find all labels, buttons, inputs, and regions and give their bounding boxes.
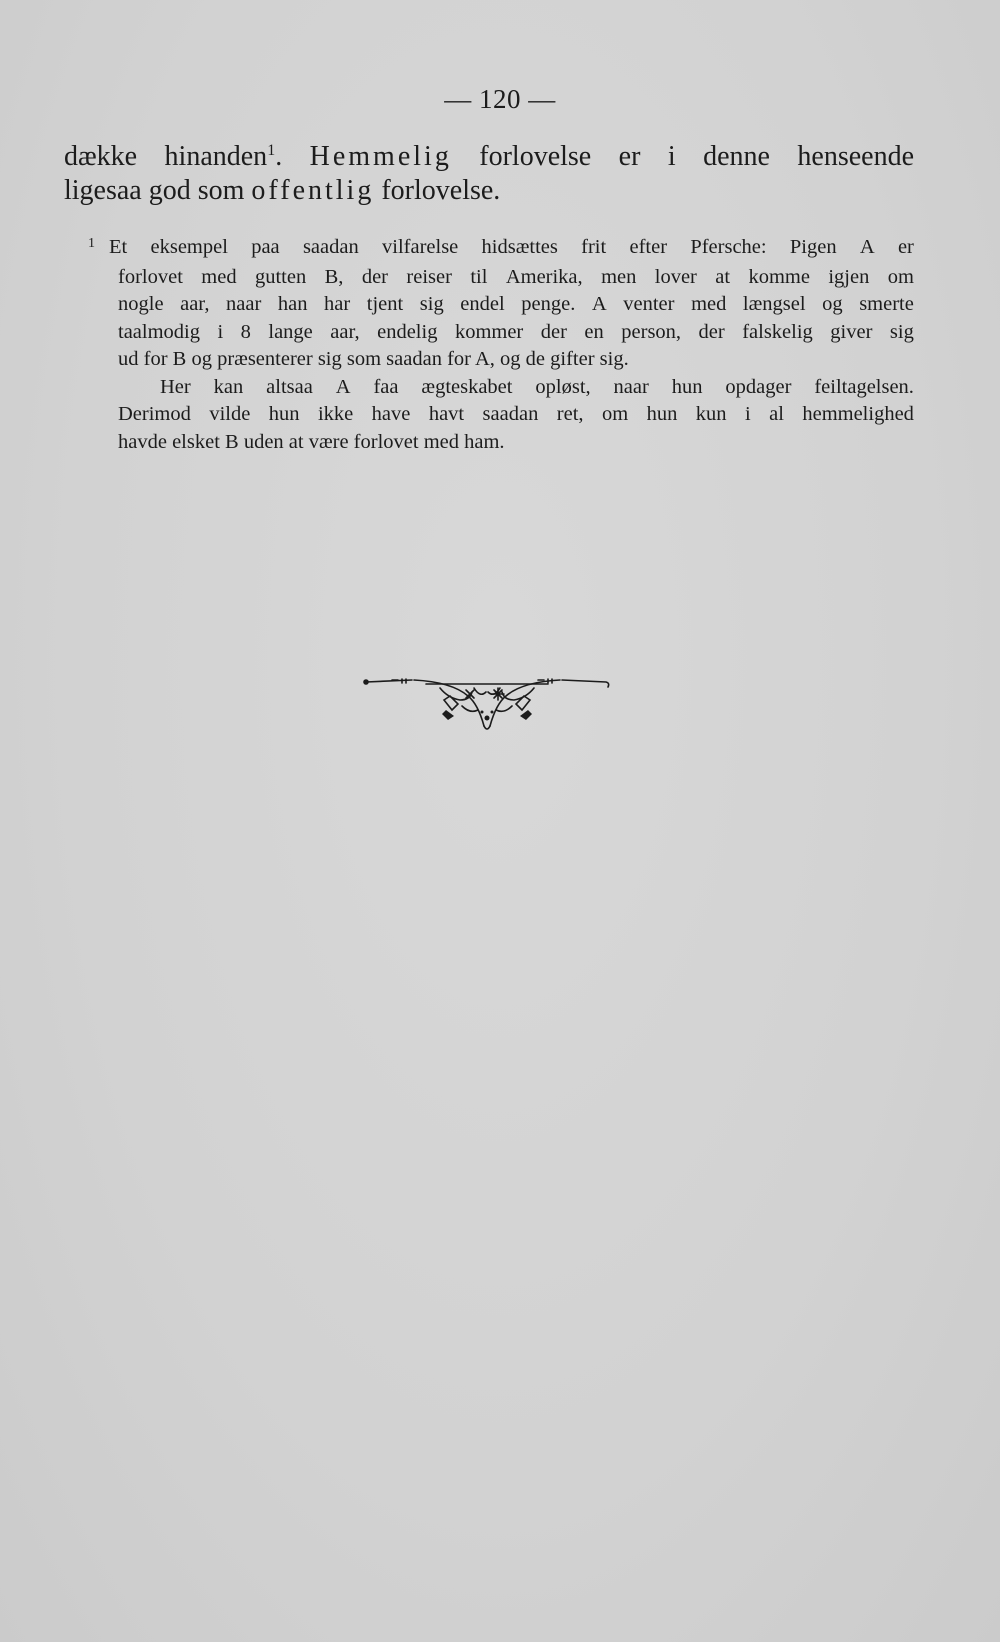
footnote-word: at [715, 265, 731, 288]
footnote-word: have [371, 403, 411, 425]
footnote-word: komme [748, 265, 810, 288]
footnote-word: Pfersche: [690, 236, 767, 258]
word: henseende [797, 141, 914, 172]
vignette-ornament-icon [362, 670, 612, 734]
footnote-word: A [591, 293, 607, 315]
footnote [88, 234, 914, 456]
footnote-word: der [361, 265, 389, 288]
footnote-word: eksempel [150, 236, 228, 258]
footnote-word: havt [428, 403, 465, 425]
footnote-word: efter [629, 236, 668, 258]
footnote-word: al [769, 403, 784, 425]
footnote-word: endel [460, 293, 505, 315]
footnote-word: aar, [330, 320, 360, 343]
footnote-word: hidsættes [481, 236, 558, 258]
footnote-word: hun [268, 403, 300, 425]
footnote-word: og [822, 293, 843, 315]
footnote-line [88, 319, 914, 347]
footnote-word: med [691, 293, 727, 315]
footnote-word: kun [695, 403, 727, 425]
footnote-word: længsel [742, 293, 806, 315]
footnote-word: faa [373, 375, 399, 398]
footnote-word: til [470, 265, 488, 288]
footnote-line [88, 374, 914, 402]
footnote-word: 8 [240, 320, 251, 343]
footnote-word: om [601, 403, 629, 425]
footnote-line: ud for B og præsenterer sig som saadan for A, og de gifter sig. [118, 348, 629, 370]
footnote-word: hun [646, 403, 678, 425]
word: er [618, 141, 641, 172]
footnote-word: frit [581, 236, 607, 258]
footnote-word: forlovet [118, 265, 183, 288]
footnote-word: opløst, [535, 375, 591, 398]
word: dække [64, 141, 138, 172]
footnote-line [88, 401, 914, 429]
footnote-word: naar [226, 293, 262, 315]
footnote-word: i [744, 403, 751, 425]
footnote-word: Pigen [789, 236, 837, 258]
word: hinanden$^1$. [164, 141, 283, 172]
footnote-word: Et [109, 236, 128, 258]
emphasized-word: offentlig [251, 175, 375, 206]
footnote-word: saadan [482, 403, 539, 425]
footnote-word: aar, [180, 293, 210, 315]
footnote-word: A [859, 236, 875, 258]
footnote-word: lover [654, 265, 697, 288]
footnote-word: falskelig [742, 320, 813, 343]
body-line-2: ligesaa god som offentlig forlovelse. [64, 175, 501, 206]
footnote-line [88, 291, 914, 319]
footnote-word: lange [268, 320, 313, 343]
footnote-word: feiltagelsen. [814, 375, 914, 398]
footnote-word: Derimod [118, 403, 191, 425]
footnote-word: der [540, 320, 567, 343]
footnote-word: ikke [317, 403, 354, 425]
body-text [64, 140, 914, 208]
footnote-word: taalmodig [118, 320, 200, 343]
footnote-word: endelig [377, 320, 438, 343]
footnote-word: sig [889, 320, 914, 343]
footnote-word: ægteskabet [421, 375, 513, 398]
footnote-word: person, [621, 320, 682, 343]
footnote-line: havde elsket B uden at være forlovet med ham. [118, 430, 505, 453]
word: denne [703, 141, 770, 172]
footnote-word: med [201, 265, 237, 288]
footnote-reference: 1 [267, 142, 276, 159]
footnote-word: reiser [406, 265, 452, 288]
footnote-word: hun [671, 375, 703, 398]
footnote-word: altsaa [266, 375, 313, 398]
footnote-word: vilfarelse [382, 236, 459, 258]
word: forlovelse [479, 141, 592, 172]
page-number: — 120 — [444, 84, 556, 114]
footnote-line [88, 234, 914, 264]
footnote-word: tjent [366, 293, 404, 315]
footnote-word: i [217, 320, 224, 343]
footnote-word: en [584, 320, 604, 343]
footnote-word: kommer [454, 320, 524, 343]
footnote-word: penge. [521, 293, 576, 315]
footnote-word: A [335, 375, 351, 398]
footnote-first-word [88, 234, 127, 264]
footnote-word: gutten [254, 265, 307, 288]
footnote-word: ret, [556, 403, 584, 425]
footnote-word: men [601, 265, 637, 288]
emphasized-word: Hemmelig [309, 141, 452, 172]
footnote-word: vilde [209, 403, 251, 425]
footnote-word: nogle [118, 293, 164, 315]
footnote-word: saadan [302, 236, 359, 258]
footnote-word: har [324, 293, 351, 315]
footnote-word: naar [613, 375, 649, 398]
footnote-word: sig [419, 293, 444, 315]
footnote-word: om [887, 265, 914, 288]
footnote-word: hemmelighed [802, 403, 914, 425]
word: i [667, 141, 676, 172]
footnote-word: opdager [725, 375, 792, 398]
footnote-word: kan [213, 375, 244, 398]
footnote-word: giver [830, 320, 873, 343]
footnote-word: Her [160, 375, 191, 398]
footnote-word: venter [623, 293, 675, 315]
footnote-line [88, 264, 914, 292]
footnote-marker: 1 [88, 236, 95, 251]
footnote-word: igjen [828, 265, 870, 288]
footnote-word: han [277, 293, 308, 315]
body-line-1 [64, 140, 914, 174]
footnote-word: er [897, 236, 914, 258]
footnote-word: der [698, 320, 725, 343]
footnote-word: smerte [859, 293, 914, 315]
footnote-word: Amerika, [505, 265, 583, 288]
footnote-word: paa [251, 236, 280, 258]
footnote-word: B, [324, 265, 344, 288]
